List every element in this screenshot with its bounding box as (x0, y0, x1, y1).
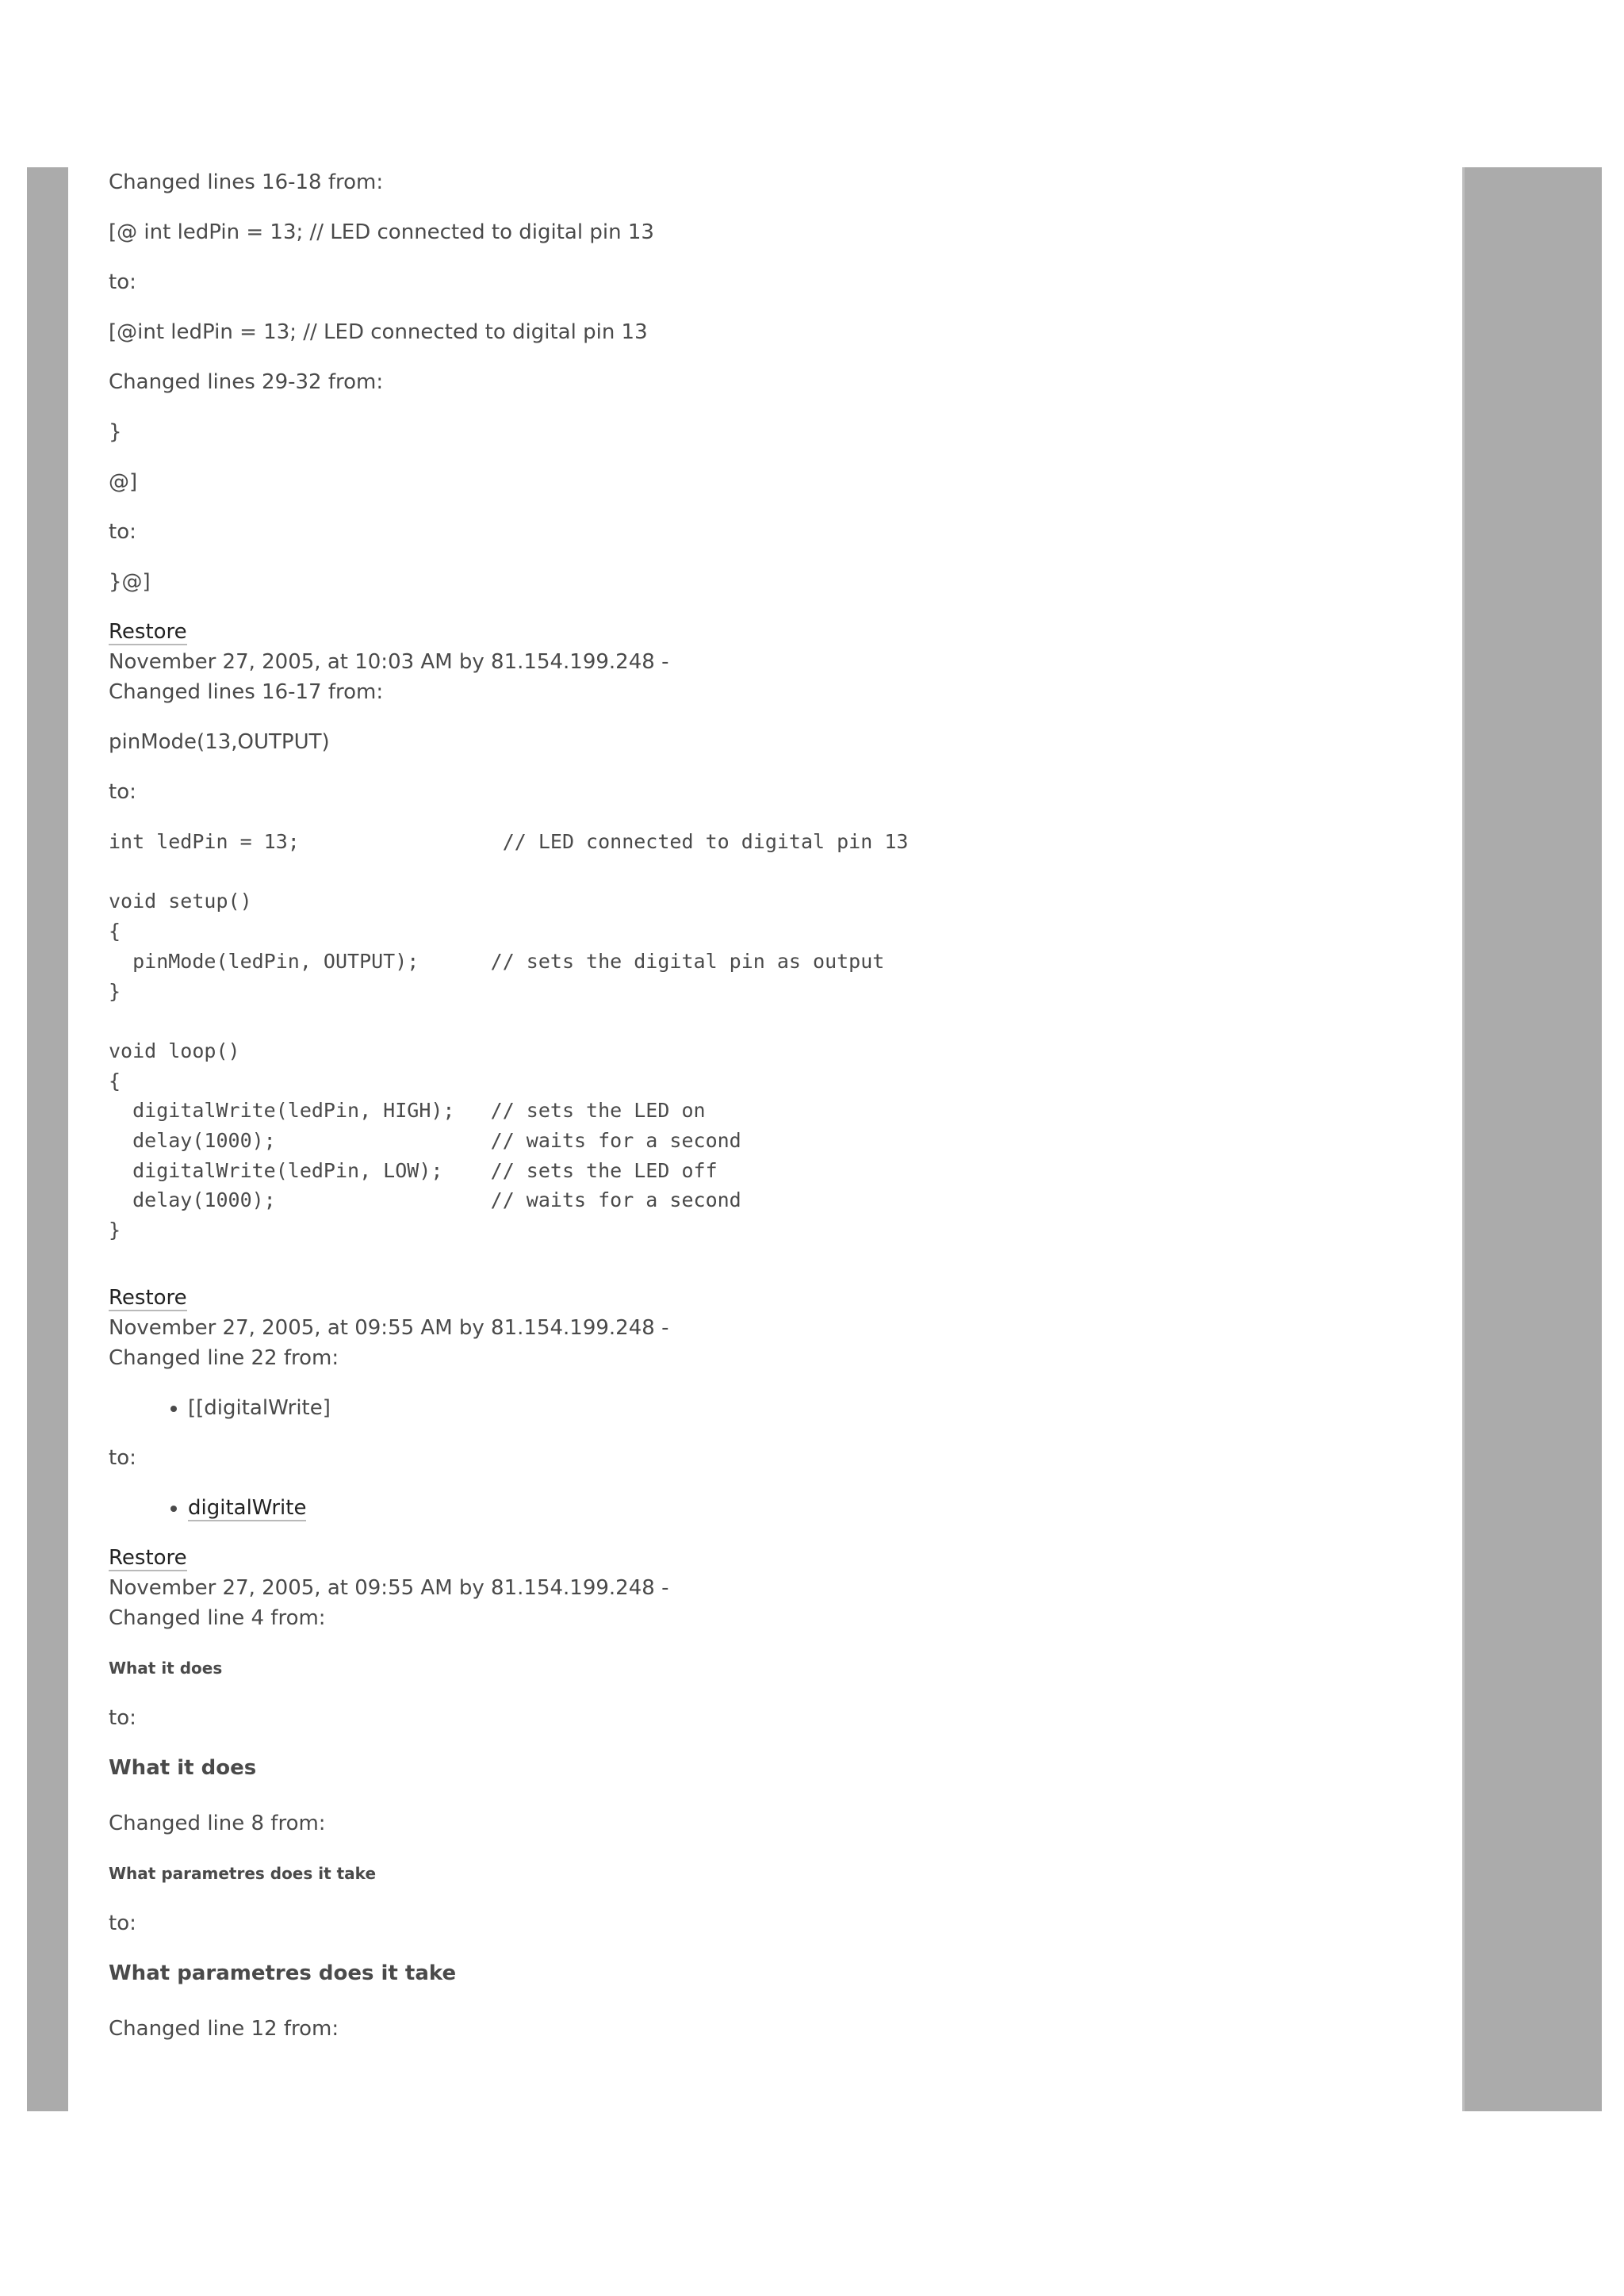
heading-small: What it does (109, 1658, 223, 1678)
heading-small: What parametres does it take (109, 1863, 377, 1883)
restore-link[interactable]: Restore (109, 1285, 187, 1310)
diff-line: }@] (109, 570, 151, 594)
revision-header (109, 617, 1441, 707)
change-note: Changed lines 29-32 from: (109, 370, 384, 394)
to-label: to: (109, 520, 136, 544)
left-margin-bar (27, 167, 68, 2111)
revision-header (109, 1283, 1441, 1373)
revision-meta: November 27, 2005, at 09:55 AM by 81.154.199.248 - (109, 1575, 669, 1600)
to-label: to: (109, 780, 136, 804)
list-item (188, 1493, 1441, 1523)
from-list (109, 1393, 1441, 1423)
page-history-content (109, 167, 1441, 2064)
heading-large: What parametres does it take (109, 1961, 457, 1985)
diff-line: [@int ledPin = 13; // LED connected to digital pin 13 (109, 320, 648, 344)
change-note: Changed lines 16-18 from: (109, 170, 384, 194)
change-note: Changed line 12 from: (109, 2016, 339, 2041)
change-note: Changed line 22 from: (109, 1345, 339, 1370)
change-note: Changed line 8 from: (109, 1811, 326, 1835)
revision-meta: November 27, 2005, at 09:55 AM by 81.154.199.248 - (109, 1315, 669, 1340)
restore-link[interactable]: Restore (109, 620, 187, 644)
heading-large: What it does (109, 1755, 257, 1780)
digitalwrite-link[interactable]: digitalWrite (188, 1495, 307, 1520)
revision-meta: November 27, 2005, at 10:03 AM by 81.154.199.248 - (109, 650, 669, 674)
code-block: int ledPin = 13; // LED connected to digital pin 13 void setup() { pinMode(ledPin, OUTPUT); // sets the digital pin as output } void loop() { digitalWrite(ledPin, HIGH); // sets the LED on delay(1000); // waits for a second digitalWrite(ledPin, LOW); // sets the LED off delay(1000); // waits for a second } (109, 830, 909, 1242)
to-label: to: (109, 270, 136, 294)
right-margin-bar (1462, 167, 1602, 2111)
to-label: to: (109, 1445, 136, 1470)
to-label: to: (109, 1705, 136, 1730)
restore-link[interactable]: Restore (109, 1545, 187, 1570)
revision-header (109, 1543, 1441, 1633)
to-list (109, 1493, 1441, 1523)
diff-line: [@ int ledPin = 13; // LED connected to digital pin 13 (109, 220, 654, 244)
diff-line: pinMode(13,OUTPUT) (109, 730, 330, 754)
to-label: to: (109, 1911, 136, 1935)
change-note: Changed line 4 from: (109, 1605, 326, 1630)
diff-line: @] (109, 470, 138, 494)
diff-line: } (109, 420, 122, 444)
change-note: Changed lines 16-17 from: (109, 680, 384, 704)
list-item: • [[digitalWrite] (188, 1393, 1441, 1423)
